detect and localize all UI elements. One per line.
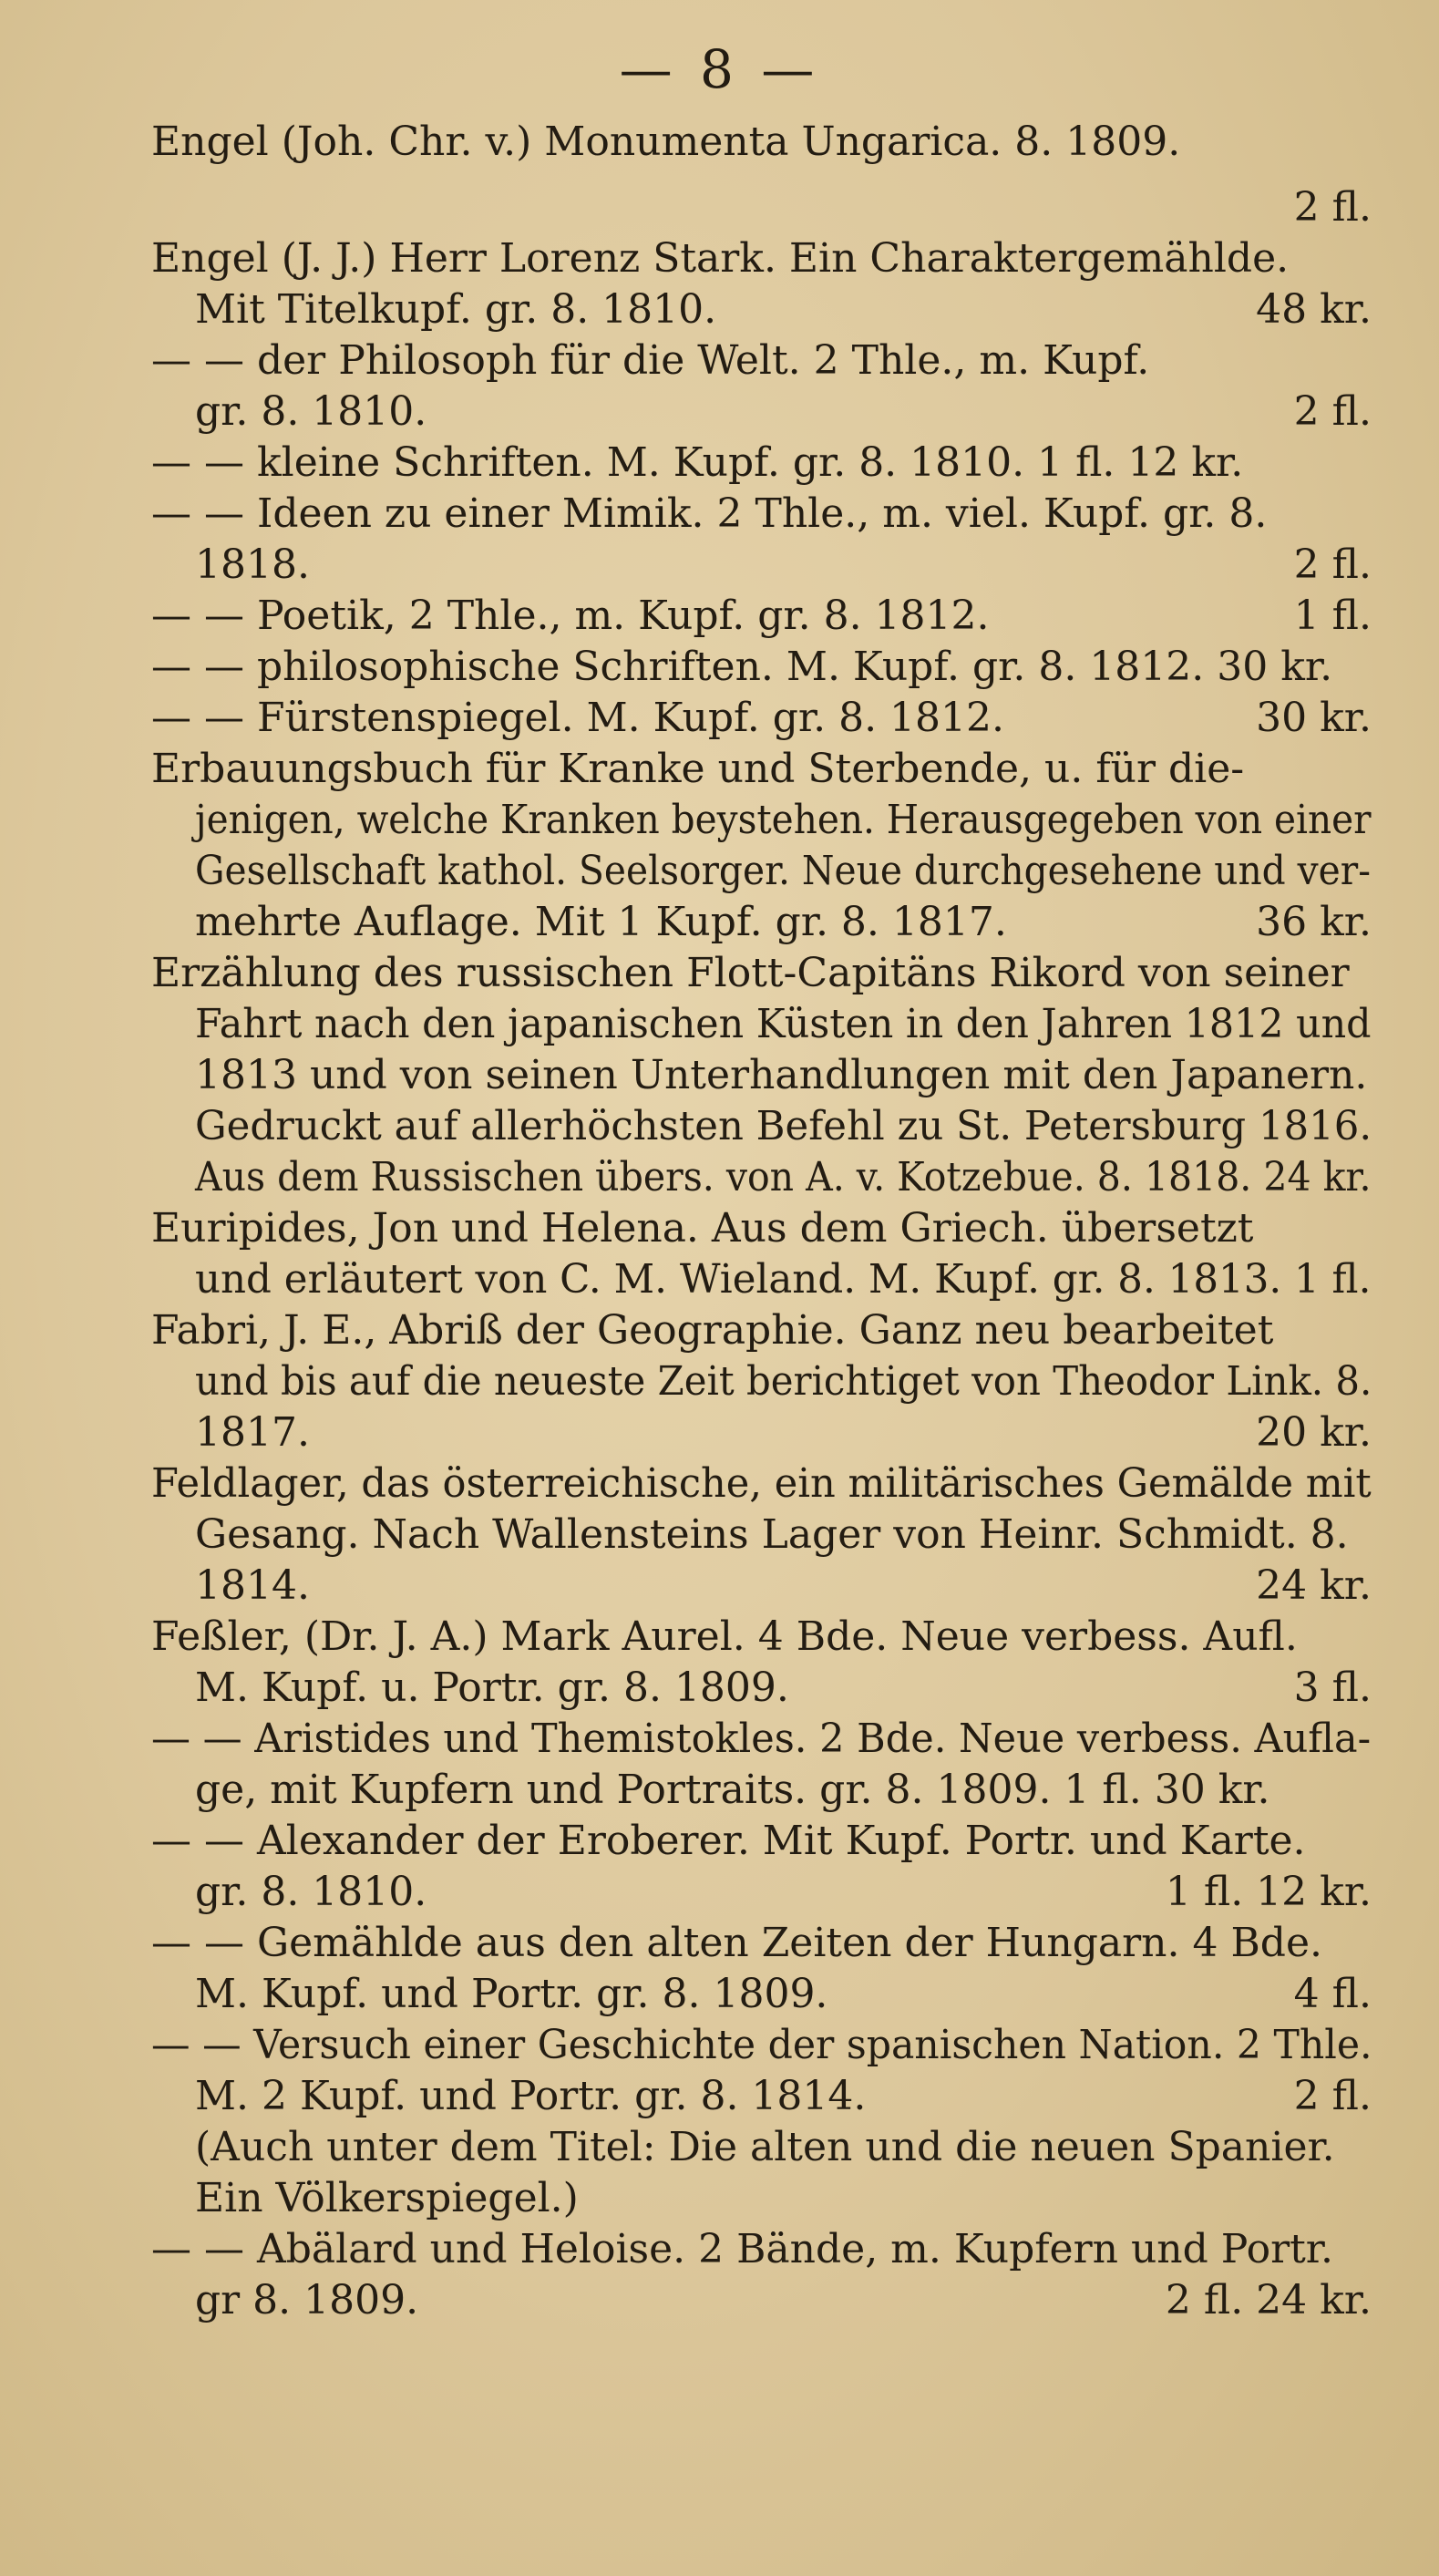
entry-line: Feßler, (Dr. J. A.) Mark Aurel. 4 Bde. Neue verbess. Aufl. bbox=[151, 1613, 1298, 1660]
entry-line: Fahrt nach den japanischen Küsten in den Jahren 1812 und bbox=[195, 1001, 1372, 1047]
entry-price: 1 fl. bbox=[1293, 592, 1372, 639]
entry-line: — — Alexander der Eroberer. Mit Kupf. Portr. und Karte. bbox=[151, 1818, 1306, 1864]
entry-line: Fabri, J. E., Abriß der Geographie. Ganz neu bearbeitet bbox=[151, 1307, 1274, 1354]
entry-line: mehrte Auflage. Mit 1 Kupf. gr. 8. 1817. bbox=[195, 899, 1007, 945]
entry-line: (Auch unter dem Titel: Die alten und die neuen Spanier. bbox=[195, 2124, 1335, 2170]
entry-line: 1818. bbox=[195, 541, 310, 588]
entry-price: 24 kr. bbox=[1256, 1562, 1372, 1609]
entry-price: 20 kr. bbox=[1256, 1409, 1372, 1456]
entry-line: 1817. bbox=[195, 1409, 310, 1456]
entry-line: 1813 und von seinen Unterhandlungen mit den Japanern. bbox=[195, 1052, 1368, 1098]
entry-price: 3 fl. bbox=[1293, 1664, 1372, 1711]
entry-price: 2 fl. bbox=[1293, 184, 1372, 231]
entry-line: M. Kupf. und Portr. gr. 8. 1809. bbox=[195, 1971, 828, 2017]
entry-line: Erbauungsbuch für Kranke und Sterbende, u. für die- bbox=[151, 746, 1245, 792]
entry-line: Ein Völkerspiegel.) bbox=[195, 2175, 579, 2221]
entry-line: Aus dem Russischen übers. von A. v. Kotzebue. 8. 1818. 24 kr. bbox=[195, 1154, 1372, 1200]
entry-line: gr. 8. 1810. bbox=[195, 1869, 427, 1915]
entry-line: Gesang. Nach Wallensteins Lager von Heinr. Schmidt. 8. bbox=[195, 1511, 1349, 1558]
entry-line: — — Gemählde aus den alten Zeiten der Hungarn. 4 Bde. bbox=[151, 1920, 1322, 1966]
entry-line: 1814. bbox=[195, 1562, 310, 1609]
entry-price: 2 fl. bbox=[1293, 2073, 1372, 2119]
entry-line: Mit Titelkupf. gr. 8. 1810. bbox=[195, 286, 717, 333]
entry-line: Gesellschaft kathol. Seelsorger. Neue durchgesehene und ver- bbox=[195, 848, 1371, 894]
entry-price: 2 fl. 24 kr. bbox=[1165, 2277, 1372, 2324]
entry-line: Feldlager, das österreichische, ein militärisches Gemälde mit bbox=[151, 1460, 1372, 1507]
entry-line: gr 8. 1809. bbox=[195, 2277, 419, 2324]
page-number: — 8 — bbox=[619, 38, 820, 100]
entry-line: Gedruckt auf allerhöchsten Befehl zu St. Petersburg 1816. bbox=[195, 1103, 1372, 1149]
entry-line: — — Fürstenspiegel. M. Kupf. gr. 8. 1812. bbox=[151, 695, 1005, 741]
entry-price: 36 kr. bbox=[1256, 899, 1372, 945]
entry-line: M. Kupf. u. Portr. gr. 8. 1809. bbox=[195, 1664, 789, 1711]
entry-line: — — Poetik, 2 Thle., m. Kupf. gr. 8. 1812. bbox=[151, 592, 990, 639]
entry-line: — — Ideen zu einer Mimik. 2 Thle., m. viel. Kupf. gr. 8. bbox=[151, 490, 1268, 537]
entry-line: und bis auf die neueste Zeit berichtiget von Theodor Link. 8. bbox=[195, 1358, 1372, 1405]
entry-price: 4 fl. bbox=[1293, 1971, 1372, 2017]
entry-price: 30 kr. bbox=[1256, 695, 1372, 741]
entry-line: Engel (Joh. Chr. v.) Monumenta Ungarica. 8. 1809. bbox=[151, 118, 1181, 165]
entry-price: 1 fl. 12 kr. bbox=[1165, 1869, 1372, 1915]
entry-price: 2 fl. bbox=[1293, 388, 1372, 435]
entry-line: — — Versuch einer Geschichte der spanischen Nation. 2 Thle. bbox=[151, 2022, 1372, 2068]
entry-line: gr. 8. 1810. bbox=[195, 388, 427, 435]
entry-line: — — Aristides und Themistokles. 2 Bde. Neue verbess. Aufla- bbox=[151, 1716, 1372, 1762]
entry-price: 48 kr. bbox=[1256, 286, 1372, 333]
entry-price: 2 fl. bbox=[1293, 541, 1372, 588]
entry-line: M. 2 Kupf. und Portr. gr. 8. 1814. bbox=[195, 2073, 867, 2119]
entry-line: Erzählung des russischen Flott-Capitäns Rikord von seiner bbox=[151, 950, 1350, 996]
entry-line: ge, mit Kupfern und Portraits. gr. 8. 1809. 1 fl. 30 kr. bbox=[195, 1767, 1270, 1813]
entry-line: jenigen, welche Kranken beystehen. Herausgegeben von einer bbox=[195, 797, 1372, 843]
entry-line: — — Abälard und Heloise. 2 Bände, m. Kupfern und Portr. bbox=[151, 2226, 1333, 2272]
entry-line: Euripides, Jon und Helena. Aus dem Griech. übersetzt bbox=[151, 1205, 1254, 1252]
entry-line: — — philosophische Schriften. M. Kupf. gr. 8. 1812. 30 kr. bbox=[151, 644, 1333, 690]
entry-line: — — kleine Schriften. M. Kupf. gr. 8. 1810. 1 fl. 12 kr. bbox=[151, 439, 1244, 486]
entry-line: und erläutert von C. M. Wieland. M. Kupf. gr. 8. 1813. 1 fl. bbox=[195, 1256, 1372, 1303]
entry-line: Engel (J. J.) Herr Lorenz Stark. Ein Charaktergemählde. bbox=[151, 235, 1290, 282]
entry-line: — — der Philosoph für die Welt. 2 Thle., m. Kupf. bbox=[151, 337, 1150, 384]
